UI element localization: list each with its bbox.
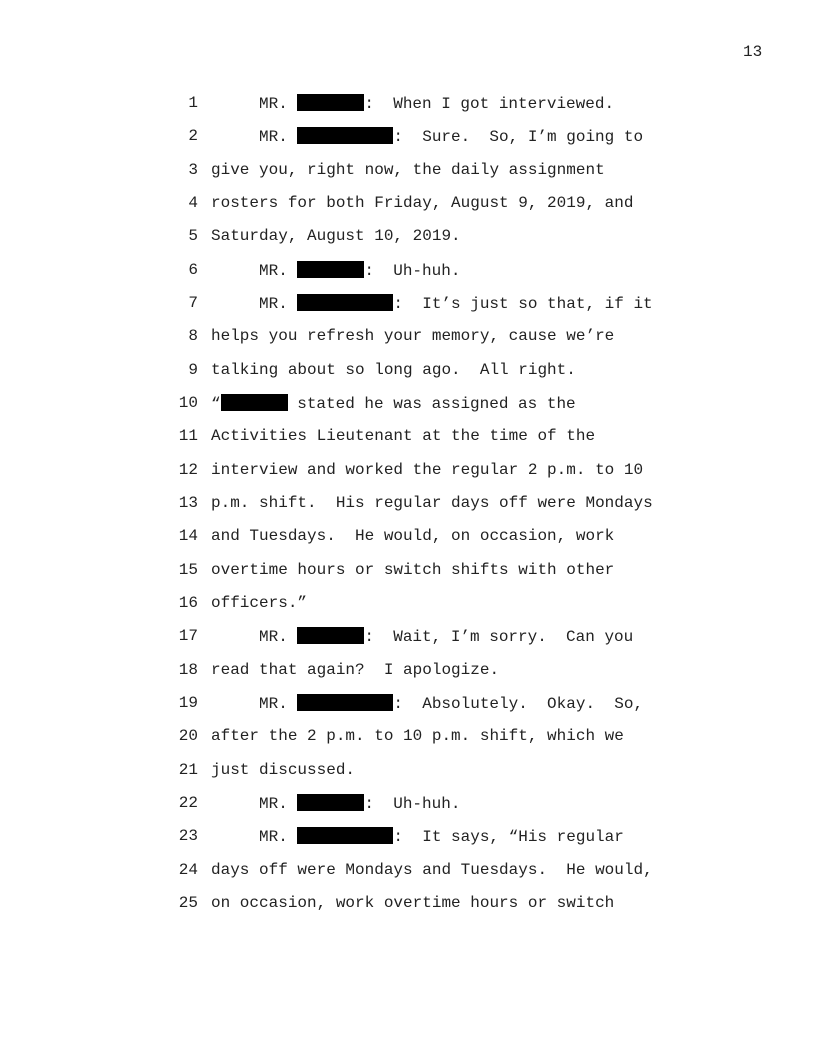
line-text-segment: just discussed. <box>211 760 356 779</box>
line-text <box>211 427 595 445</box>
line-number: 9 <box>188 360 198 379</box>
redaction-box <box>297 627 364 644</box>
line-number: 22 <box>178 793 198 812</box>
line-number: 21 <box>178 760 198 779</box>
line-text-segment: MR. <box>259 828 298 847</box>
line-text-segment: after the 2 p.m. to 10 p.m. shift, which we <box>211 727 624 746</box>
line-text <box>211 161 605 179</box>
line-text <box>211 727 624 745</box>
line-text-segment: stated he was assigned as the <box>287 394 576 413</box>
line-text-segment: MR. <box>259 261 298 280</box>
line-number: 25 <box>178 893 198 912</box>
transcript-line <box>0 119 816 153</box>
transcript-line <box>0 853 816 887</box>
line-number: 6 <box>188 260 198 279</box>
line-text-segment: : When I got interviewed. <box>364 95 615 113</box>
line-text <box>211 861 653 879</box>
line-text <box>211 894 614 912</box>
line-text <box>259 694 643 713</box>
transcript-line <box>0 586 816 620</box>
transcript-line <box>0 619 816 653</box>
line-number: 3 <box>188 160 198 179</box>
transcript-line <box>0 786 816 820</box>
line-text-segment: talking about so long ago. All right. <box>211 360 576 379</box>
line-number: 1 <box>188 94 198 112</box>
line-number: 20 <box>178 727 198 746</box>
line-text <box>211 227 461 245</box>
line-text-segment: p.m. shift. His regular days off were Mondays <box>211 493 653 512</box>
line-text <box>259 827 624 846</box>
redaction-box <box>297 827 393 844</box>
line-number: 18 <box>178 660 198 679</box>
line-text <box>259 261 460 280</box>
line-text <box>211 761 355 779</box>
transcript-line <box>0 253 816 287</box>
transcript-line <box>0 486 816 520</box>
line-text <box>211 527 614 545</box>
line-text-segment: : Uh-huh. <box>364 261 461 280</box>
line-number: 2 <box>188 127 198 146</box>
line-number: 4 <box>188 193 198 212</box>
redaction-box <box>297 694 393 711</box>
line-number: 16 <box>178 593 198 612</box>
line-text <box>211 327 614 345</box>
line-text-segment: give you, right now, the daily assignment <box>211 160 605 179</box>
line-text <box>259 127 643 146</box>
transcript-line <box>0 519 816 553</box>
line-text <box>211 461 643 479</box>
line-number: 7 <box>188 293 198 312</box>
transcript-line <box>0 686 816 720</box>
redaction-box <box>297 294 393 311</box>
line-number: 15 <box>178 560 198 579</box>
line-text-segment: : Wait, I’m sorry. Can you <box>364 628 634 647</box>
line-text-segment: : Sure. So, I’m going to <box>393 128 644 147</box>
line-number: 17 <box>178 627 198 646</box>
redaction-box <box>297 127 393 144</box>
line-text-segment: MR. <box>259 628 298 647</box>
line-text-segment: read that again? I apologize. <box>211 660 500 679</box>
line-text <box>211 194 633 212</box>
line-number: 5 <box>188 227 198 246</box>
line-text <box>259 294 653 313</box>
line-text-segment: : It’s just so that, if it <box>393 294 653 313</box>
line-number: 13 <box>178 493 198 512</box>
transcript-line <box>0 753 816 787</box>
transcript-line <box>0 153 816 187</box>
transcript-line <box>0 386 816 420</box>
line-text-segment: MR. <box>259 694 298 713</box>
line-number: 19 <box>178 693 198 712</box>
line-text-segment: and Tuesdays. He would, on occasion, work <box>211 527 615 546</box>
line-text-segment: overtime hours or switch shifts with other <box>211 560 615 579</box>
transcript-line <box>0 819 816 853</box>
line-text <box>211 494 653 512</box>
transcript-line <box>0 219 816 253</box>
transcript-line <box>0 353 816 387</box>
transcript-line <box>0 653 816 687</box>
line-number: 8 <box>188 327 198 346</box>
line-text-segment: MR. <box>259 794 298 813</box>
line-number: 12 <box>178 460 198 479</box>
line-text-segment: Activities Lieutenant at the time of the <box>211 427 596 446</box>
line-text <box>211 561 614 579</box>
line-text-segment: : It says, “His regular <box>393 828 624 847</box>
transcript-line <box>0 319 816 353</box>
page-number: 13 <box>743 43 763 61</box>
line-text-segment: on occasion, work overtime hours or switch <box>211 893 615 912</box>
line-text <box>259 94 614 113</box>
line-text <box>211 661 499 679</box>
line-text-segment: days off were Mondays and Tuesdays. He would, <box>211 860 653 879</box>
line-text-segment: : Uh-huh. <box>364 794 461 813</box>
line-number: 23 <box>178 827 198 846</box>
transcript-line <box>0 719 816 753</box>
line-text <box>211 361 576 379</box>
line-text-segment: officers.” <box>211 593 308 612</box>
line-text-segment: MR. <box>259 95 298 113</box>
transcript-line <box>0 86 816 120</box>
line-text-segment: “ <box>211 394 221 413</box>
line-number: 24 <box>178 860 198 879</box>
line-text <box>259 627 633 646</box>
line-text-segment: helps you refresh your memory, cause we’re <box>211 327 615 346</box>
transcript-line <box>0 186 816 220</box>
redaction-box <box>297 794 364 811</box>
line-number: 14 <box>178 527 198 546</box>
line-text <box>211 394 576 413</box>
line-number: 10 <box>178 393 198 412</box>
line-text <box>259 794 460 813</box>
transcript-line <box>0 886 816 920</box>
line-text-segment: MR. <box>259 294 298 313</box>
transcript-line <box>0 553 816 587</box>
line-text-segment: rosters for both Friday, August 9, 2019, and <box>211 193 634 212</box>
transcript-line <box>0 419 816 453</box>
line-text-segment: Saturday, August 10, 2019. <box>211 227 461 246</box>
transcript-line <box>0 286 816 320</box>
line-number: 11 <box>178 427 198 446</box>
transcript-line <box>0 453 816 487</box>
line-text <box>211 594 307 612</box>
redaction-box <box>297 261 364 278</box>
line-text-segment: interview and worked the regular 2 p.m. to 10 <box>211 460 644 479</box>
redaction-box <box>221 394 288 411</box>
line-text-segment: MR. <box>259 128 298 147</box>
redaction-box <box>297 94 364 111</box>
line-text-segment: : Absolutely. Okay. So, <box>393 694 644 713</box>
